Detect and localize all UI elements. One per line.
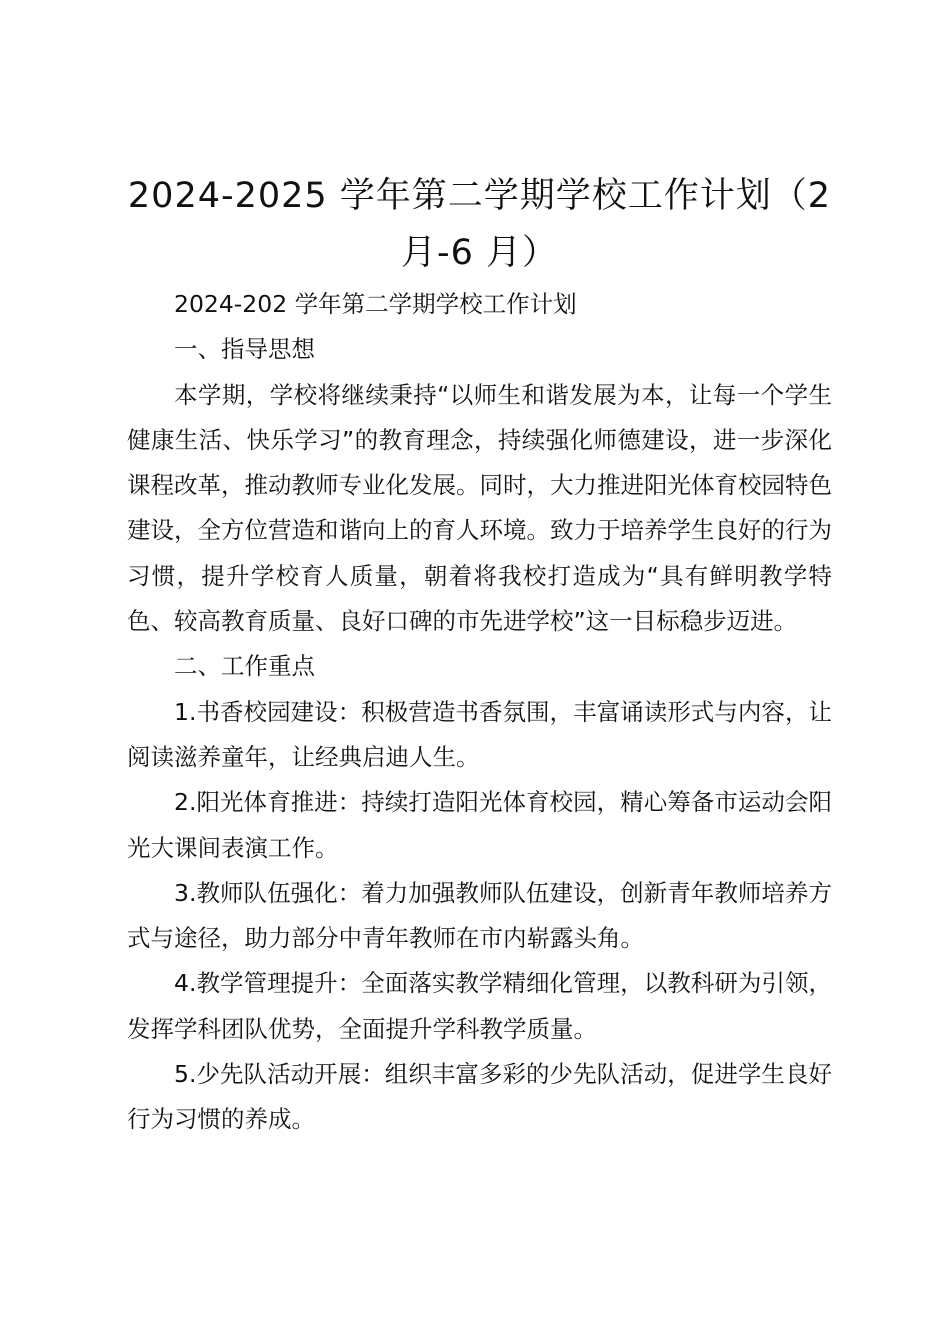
guiding-ideology-paragraph: 本学期，学校将继续秉持“以师生和谐发展为本，让每一个学生健康生活、快乐学习”的教育理念，持续强化师德建设，进一步深化课程改革，推动教师专业化发展。同时，大力推进阳光体育校园特色建设，全方位营造和谐向上的育人环境。致力于培养学生良好的行为习惯，提升学校育人质量，朝着将我校打造成为“具有鲜明教学特色、较高教育质量、良好口碑的市先进学校”这一目标稳步迈进。 bbox=[127, 380, 832, 636]
work-focus-item-1: 1.书香校园建设：积极营造书香氛围，丰富诵读形式与内容，让阅读滋养童年，让经典启迪人生。 bbox=[127, 697, 832, 771]
document-page bbox=[127, 168, 832, 1143]
document-subtitle: 2024-202 学年第二学期学校工作计划 bbox=[174, 290, 577, 318]
document-title: 2024-2025 学年第二学期学校工作计划（2 月-6 月） bbox=[127, 176, 832, 273]
work-focus-item-5: 5.少先队活动开展：组织丰富多彩的少先队活动，促进学生良好行为习惯的养成。 bbox=[127, 1060, 832, 1134]
work-focus-item-2: 2.阳光体育推进：持续打造阳光体育校园，精心筹备市运动会阳光大课间表演工作。 bbox=[127, 788, 832, 862]
section-heading-work-focus: 二、工作重点 bbox=[174, 652, 315, 681]
work-focus-item-3: 3.教师队伍强化：着力加强教师队伍建设，创新青年教师培养方式与途径，助力部分中青年教师在市内崭露头角。 bbox=[127, 878, 832, 953]
section-heading-guiding-ideology: 一、指导思想 bbox=[174, 335, 315, 364]
work-focus-item-4: 4.教学管理提升：全面落实教学精细化管理，以教科研为引领，发挥学科团队优势，全面提升学科教学质量。 bbox=[127, 969, 832, 1043]
